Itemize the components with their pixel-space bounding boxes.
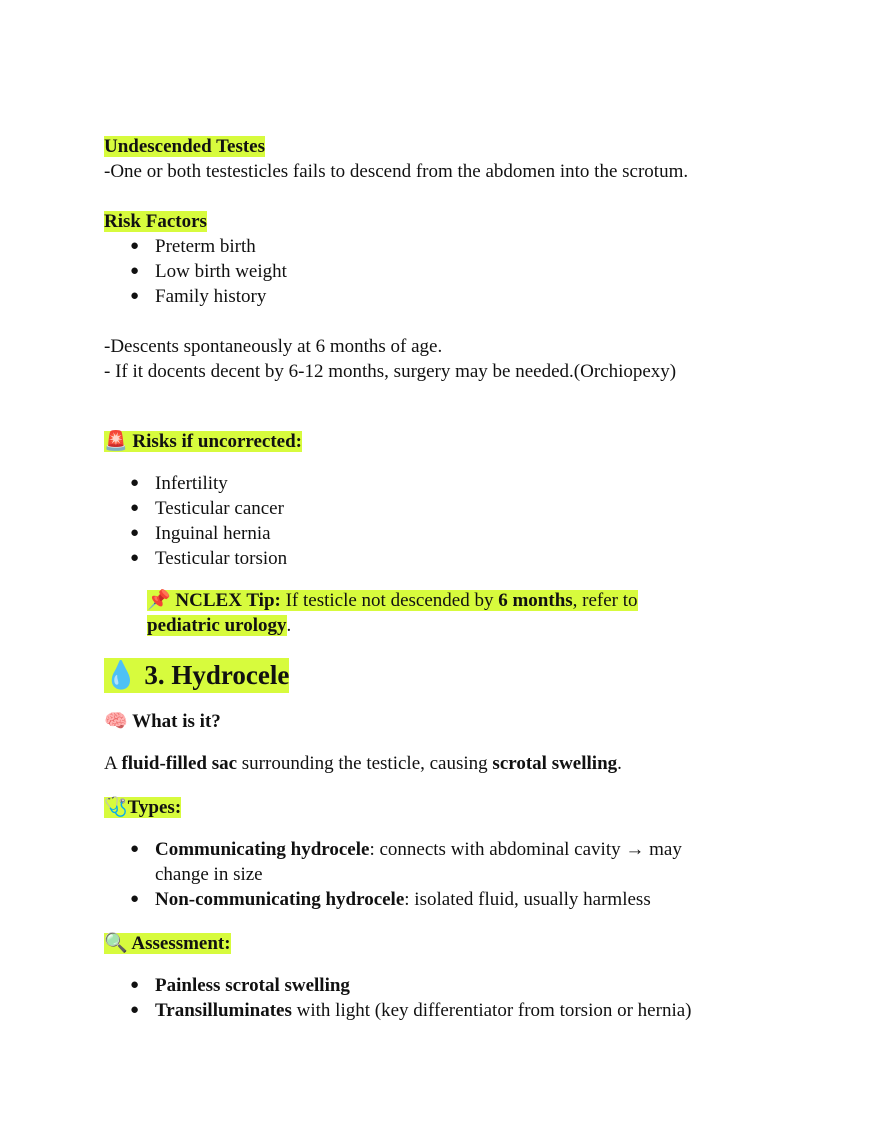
- risks-uncorrected-title: Risks if uncorrected:: [132, 431, 302, 452]
- assessment-term: Transilluminates: [155, 1000, 292, 1021]
- type-term: Non-communicating hydrocele: [155, 889, 405, 910]
- assessment-title: Assessment:: [131, 933, 231, 954]
- type-desc: : isolated fluid, usually harmless: [404, 889, 651, 910]
- siren-icon: 🚨: [104, 430, 128, 452]
- def-text-end: .: [617, 753, 622, 774]
- risks-uncorrected-list: [104, 471, 804, 571]
- what-is-it-heading: [104, 709, 804, 734]
- list-item: [104, 998, 804, 1023]
- def-text: A: [104, 753, 122, 774]
- nclex-tip-bold-1: 6 months: [498, 590, 573, 611]
- droplet-icon: 💧: [104, 660, 138, 691]
- list-item: ● Family history: [104, 284, 804, 309]
- what-is-it-title: What is it?: [132, 711, 221, 732]
- magnifier-icon: 🔍: [104, 932, 128, 954]
- list-item: ● Testicular torsion: [104, 546, 804, 571]
- types-heading: [104, 797, 181, 818]
- nclex-tip-text-1: If testicle not descended by: [280, 590, 499, 611]
- list-item: ● Infertility: [104, 471, 804, 496]
- def-bold-2: scrotal swelling: [492, 753, 618, 774]
- types-list: [104, 837, 804, 912]
- def-text-mid: surrounding the testicle, causing: [237, 753, 493, 774]
- assessment-term: Painless scrotal swelling: [155, 975, 350, 996]
- nclex-tip: [147, 588, 804, 638]
- section-title-undescended-testes: Undescended Testes: [104, 136, 265, 157]
- assessment-desc: with light (key differentiator from torsion or hernia): [291, 1000, 692, 1021]
- type-desc: : connects with abdominal cavity → may: [369, 839, 682, 860]
- list-item: ● Preterm birth: [104, 234, 804, 259]
- note-line-1: -Descents spontaneously at 6 months of age.: [104, 336, 443, 357]
- list-item: ● Testicular cancer: [104, 496, 804, 521]
- list-item: [104, 973, 804, 998]
- risks-uncorrected-heading: [104, 431, 302, 452]
- pushpin-icon: 📌: [147, 589, 171, 611]
- assessment-list: [104, 973, 804, 1023]
- def-bold-1: fluid-filled sac: [121, 753, 238, 774]
- document-page: [104, 134, 804, 1023]
- type-term: Communicating hydrocele: [155, 839, 370, 860]
- note-line-2: - If it docents decent by 6-12 months, surgery may be needed.(Orchiopexy): [104, 361, 677, 382]
- nclex-tip-text-3: .: [286, 615, 292, 636]
- undescended-definition: -One or both testesticles fails to descend from the abdomen into the scrotum.: [104, 161, 689, 182]
- types-title: Types:: [127, 797, 182, 818]
- nclex-tip-label: NCLEX Tip:: [175, 590, 281, 611]
- nclex-tip-bold-2: pediatric urology: [147, 615, 287, 636]
- type-desc-cont: change in size: [155, 864, 263, 885]
- list-item: [104, 887, 804, 912]
- risk-factors-heading: Risk Factors: [104, 211, 207, 232]
- hydrocele-definition: [104, 751, 804, 776]
- brain-icon: 🧠: [104, 710, 128, 732]
- nclex-tip-text-2: , refer to: [572, 590, 638, 611]
- stethoscope-icon: 🩺: [104, 796, 128, 818]
- assessment-heading: [104, 933, 231, 954]
- hydrocele-title: 3. Hydrocele: [144, 660, 290, 690]
- risk-factors-list: [104, 234, 804, 309]
- list-item: ● Inguinal hernia: [104, 521, 804, 546]
- hydrocele-heading: [104, 658, 289, 693]
- list-item: [104, 837, 804, 887]
- list-item: ● Low birth weight: [104, 259, 804, 284]
